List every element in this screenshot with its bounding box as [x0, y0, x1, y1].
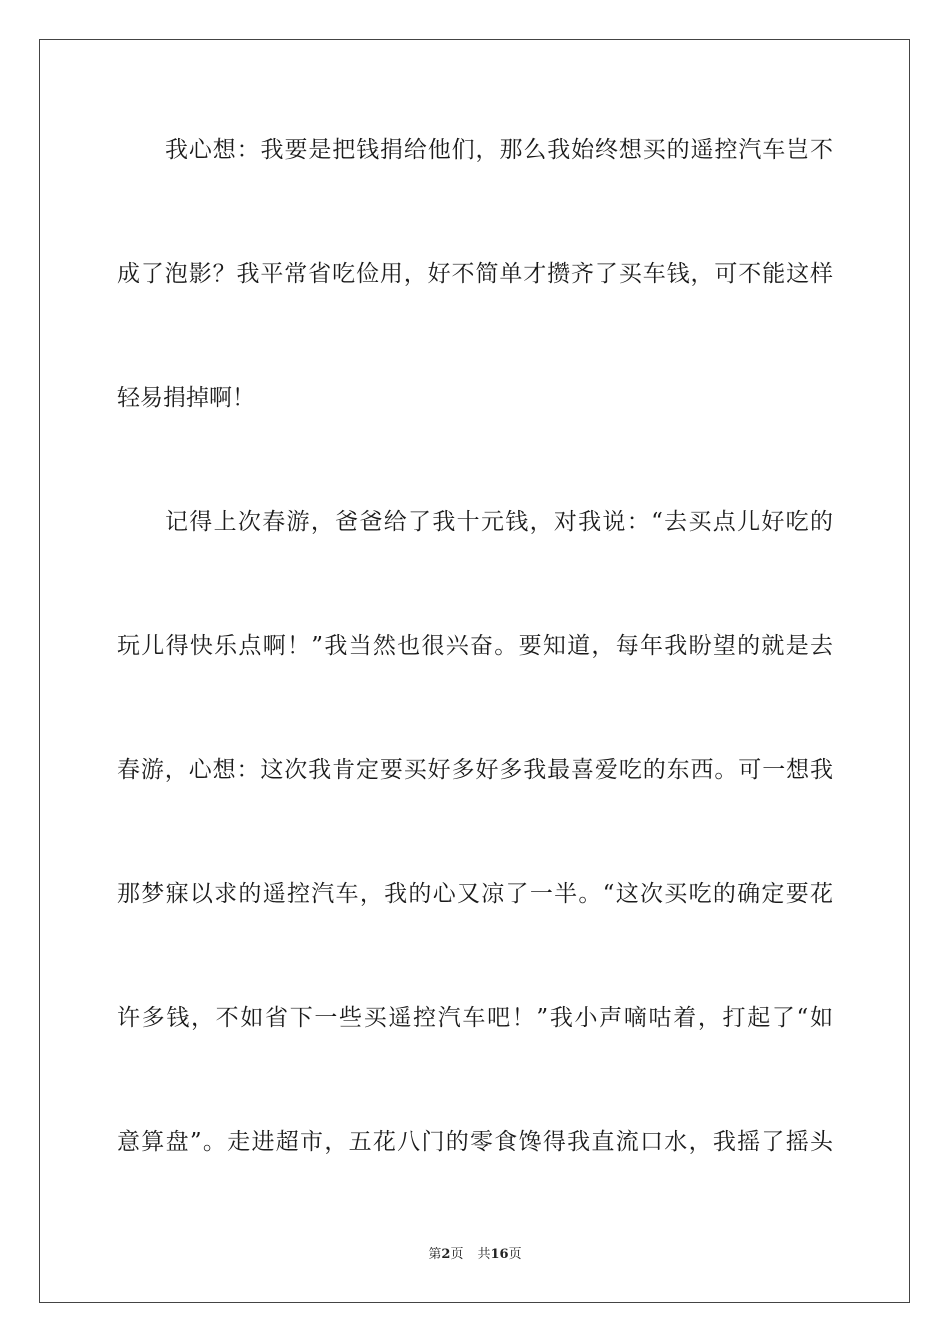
- text-line: 玩儿得快乐点啊！”我当然也很兴奋。要知道，每年我盼望的就是去: [117, 633, 833, 659]
- text-line: 许多钱，不如省下一些买遥控汽车吧！”我小声嘀咕着，打起了“如: [117, 1005, 833, 1031]
- page-prefix: 第: [428, 1247, 442, 1262]
- text-line: 记得上次春游，爸爸给了我十元钱，对我说：“去买点儿好吃的: [165, 509, 833, 535]
- page-current: 2: [441, 1247, 451, 1262]
- text-line: 那梦寐以求的遥控汽车，我的心又凉了一半。“这次买吃的确定要花: [117, 881, 833, 907]
- text-line: 轻易捐掉啊！: [117, 385, 255, 411]
- page-suffix: 页: [450, 1247, 464, 1262]
- page-footer: [0, 1246, 950, 1264]
- text-line: 春游，心想：这次我肯定要买好多好多我最喜爱吃的东西。可一想我: [117, 757, 833, 783]
- total-prefix: 共: [477, 1247, 491, 1262]
- page-total: 16: [490, 1247, 509, 1262]
- page-border: [39, 39, 910, 1303]
- total-suffix: 页: [508, 1247, 522, 1262]
- text-line: 意算盘”。走进超市，五花八门的零食馋得我直流口水，我摇了摇头: [117, 1129, 833, 1155]
- text-line: 我心想：我要是把钱捐给他们，那么我始终想买的遥控汽车岂不: [165, 137, 833, 163]
- text-line: 成了泡影？我平常省吃俭用，好不简单才攒齐了买车钱，可不能这样: [117, 261, 833, 287]
